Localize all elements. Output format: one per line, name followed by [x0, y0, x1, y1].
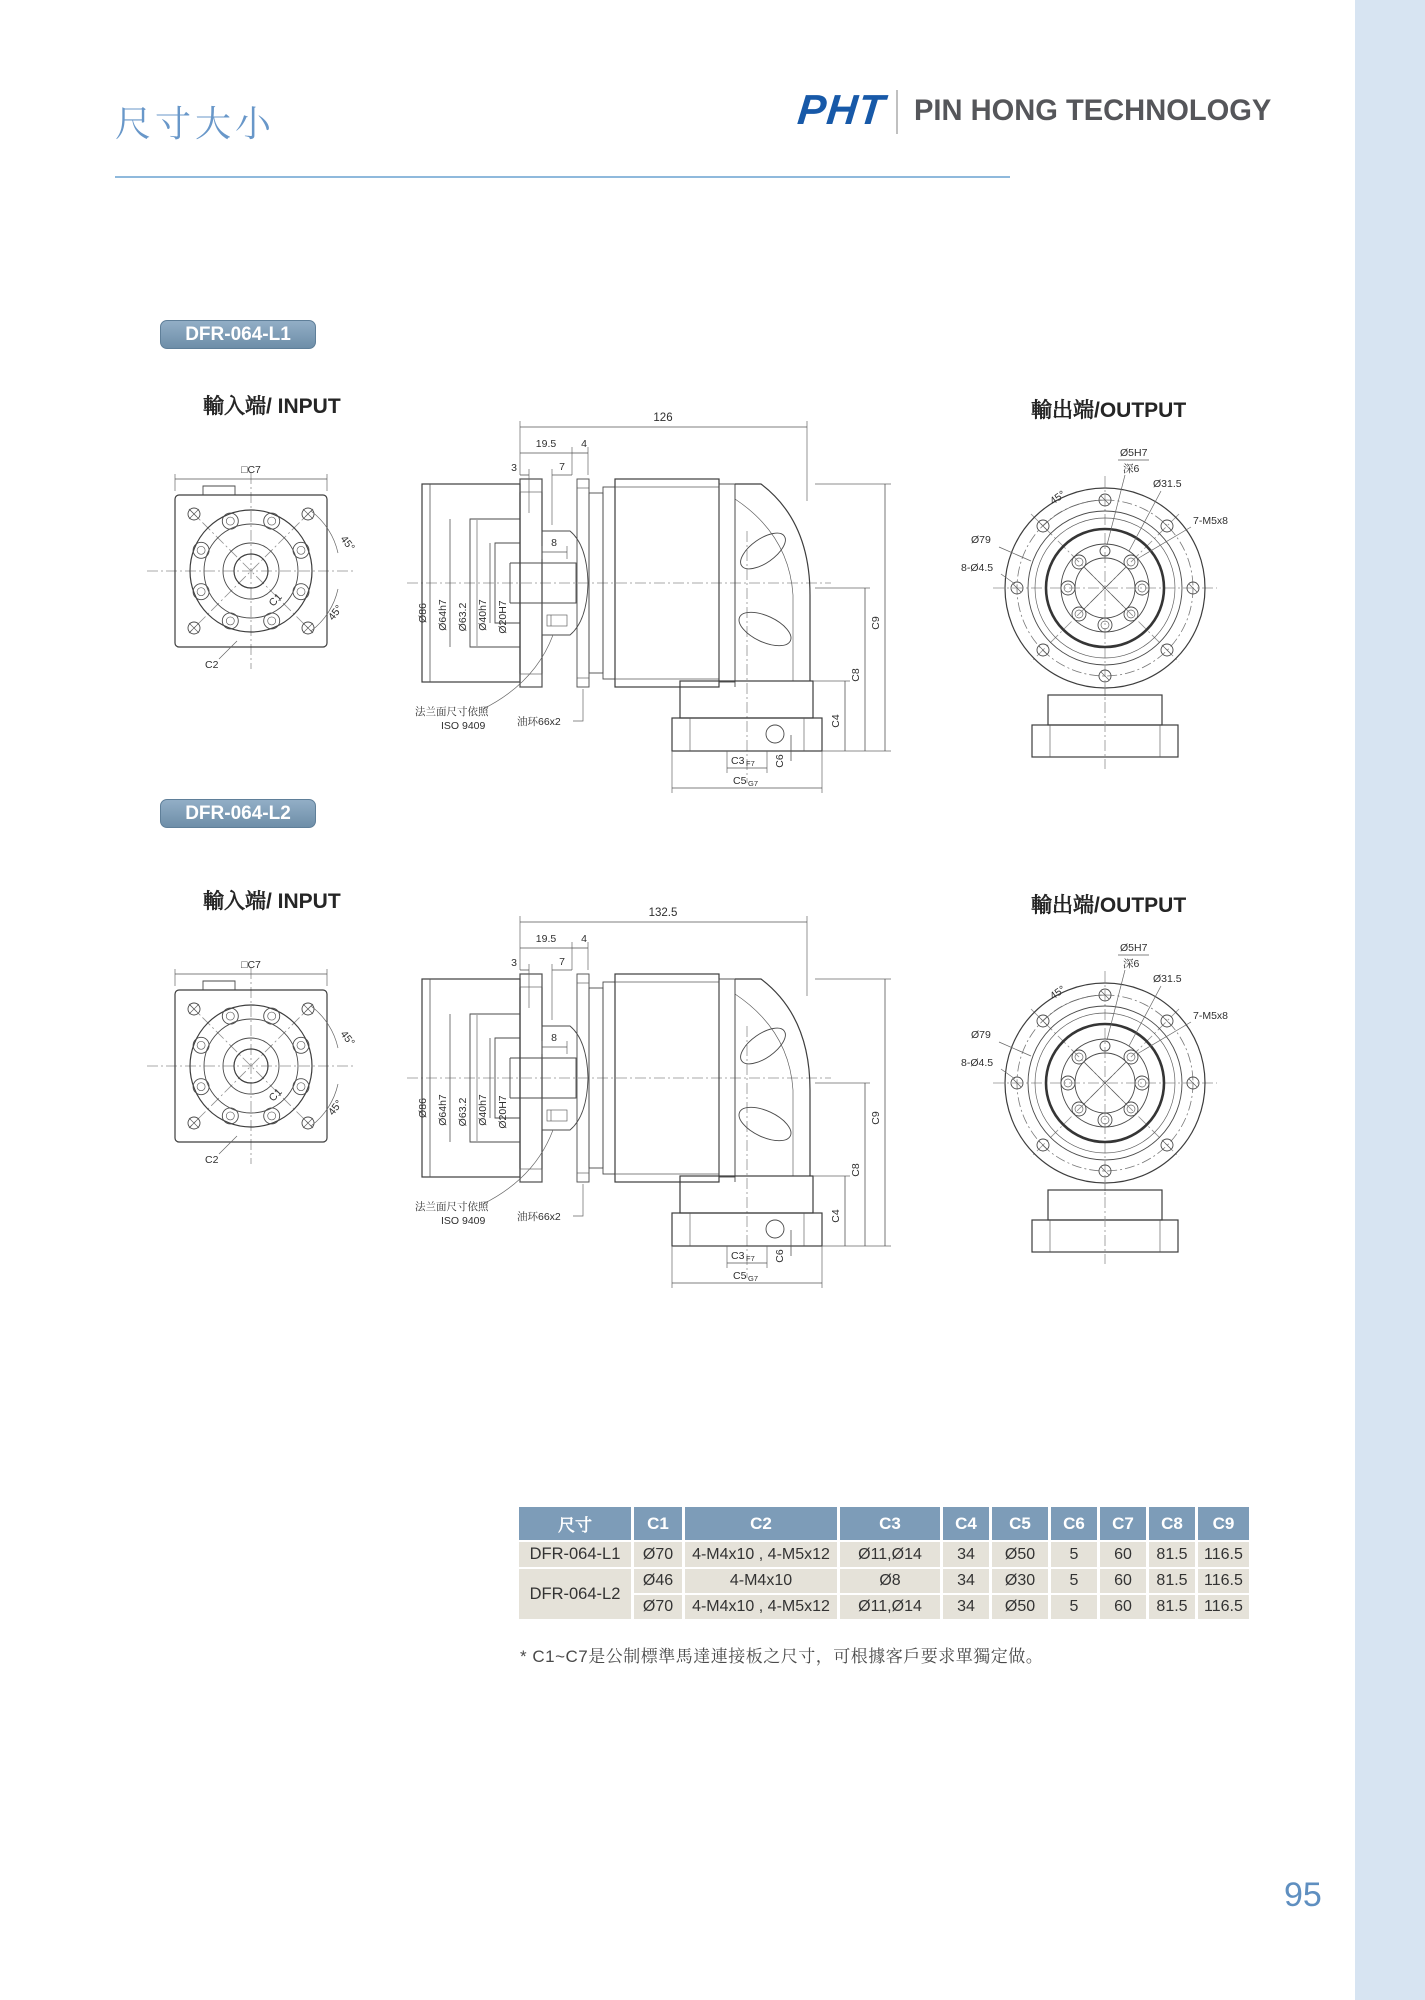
cell-c8: 81.5	[1149, 1569, 1195, 1593]
len8-label: 8	[551, 1032, 557, 1044]
len19-label: 19.5	[535, 933, 557, 945]
c4-label: C4	[830, 714, 842, 728]
cell-c5: Ø50	[992, 1542, 1048, 1567]
c8-label: C8	[850, 1163, 862, 1177]
total-length-label: 126	[653, 412, 673, 424]
d40-label: Ø40h7	[477, 1094, 489, 1126]
flange-note-line2: ISO 9409	[441, 720, 486, 732]
c9-label: C9	[870, 1111, 882, 1125]
output-view-title: 輸出端/OUTPUT	[1031, 399, 1187, 422]
cell-c6: 5	[1051, 1569, 1097, 1593]
cell-c5: Ø30	[992, 1569, 1048, 1593]
d86-label: Ø86	[417, 1098, 429, 1118]
col-header-c5: C5	[992, 1507, 1048, 1540]
table-row	[519, 1569, 1249, 1593]
len8-label: 8	[551, 537, 557, 549]
output-face-view	[961, 447, 1228, 769]
model-cell: DFR-064-L1	[519, 1542, 631, 1567]
pht-logo: PHT	[795, 86, 888, 133]
angle-label: 45°	[1047, 983, 1068, 1003]
len7-label: 7	[559, 956, 565, 968]
flange-note-line1: 法兰面尺寸依照	[415, 706, 489, 718]
d79-label: Ø79	[971, 1029, 991, 1041]
c9-label: C9	[870, 616, 882, 630]
d64-label: Ø64h7	[437, 599, 449, 631]
col-header-size: 尺寸	[519, 1507, 631, 1540]
angle-label: 45°	[337, 533, 357, 554]
cell-c7: 60	[1100, 1542, 1146, 1567]
side-section-view	[407, 412, 891, 793]
oil-ring-label: 油环66x2	[517, 716, 561, 728]
d64-label: Ø64h7	[437, 1094, 449, 1126]
len4-label: 4	[581, 438, 587, 450]
cell-c6: 5	[1051, 1595, 1097, 1619]
c5-label: C5	[733, 1270, 747, 1282]
cell-c5: Ø50	[992, 1595, 1048, 1619]
square-dim-label: □C7	[241, 464, 261, 476]
company-name: PIN HONG TECHNOLOGY	[914, 94, 1272, 127]
col-header-c1: C1	[634, 1507, 682, 1540]
angle-label: 45°	[325, 602, 346, 623]
d86-label: Ø86	[417, 603, 429, 623]
c8-label: C8	[850, 668, 862, 682]
c2-label: C2	[205, 659, 219, 671]
model-badge-dfr-064-l1: DFR-064-L1	[160, 320, 316, 349]
pin-depth-label: 深6	[1123, 958, 1140, 970]
dimensions-table	[516, 1505, 1252, 1621]
table-header-row	[519, 1507, 1249, 1540]
cell-c9: 116.5	[1198, 1542, 1249, 1567]
cell-c3: Ø11,Ø14	[840, 1542, 940, 1567]
tap7-label: 7-M5x8	[1193, 515, 1229, 527]
c5-label: C5	[733, 775, 747, 787]
d63-label: Ø63.2	[457, 602, 469, 632]
len7-label: 7	[559, 461, 565, 473]
output-view-title: 輸出端/OUTPUT	[1031, 894, 1187, 917]
c2-label: C2	[205, 1154, 219, 1166]
output-face-view	[961, 942, 1228, 1264]
c5-tol-label: G7	[748, 779, 759, 788]
col-header-c6: C6	[1051, 1507, 1097, 1540]
cell-c6: 5	[1051, 1542, 1097, 1567]
col-header-c8: C8	[1149, 1507, 1195, 1540]
cell-c3: Ø8	[840, 1569, 940, 1593]
col-header-c4: C4	[943, 1507, 989, 1540]
cell-c1: Ø70	[634, 1542, 682, 1567]
holes8-label: 8-Ø4.5	[961, 1057, 994, 1069]
c1-label: C1	[266, 591, 285, 610]
cell-c3: Ø11,Ø14	[840, 1595, 940, 1619]
len19-label: 19.5	[535, 438, 557, 450]
len3-label: 3	[511, 957, 517, 969]
col-header-c2: C2	[685, 1507, 837, 1540]
len3-label: 3	[511, 462, 517, 474]
header-rule	[115, 176, 1010, 178]
total-length-label: 132.5	[648, 907, 678, 919]
drawing-dfr-064-l1	[115, 383, 1255, 823]
d20-label: Ø20H7	[497, 600, 509, 634]
angle-label: 45°	[1047, 488, 1068, 508]
square-dim-label: □C7	[241, 959, 261, 971]
len4-label: 4	[581, 933, 587, 945]
cell-c1: Ø46	[634, 1569, 682, 1593]
cell-c1: Ø70	[634, 1595, 682, 1619]
c4-label: C4	[830, 1209, 842, 1223]
flange-note-line2: ISO 9409	[441, 1215, 486, 1227]
side-section-view	[407, 907, 891, 1288]
cell-c4: 34	[943, 1595, 989, 1619]
input-front-view	[147, 464, 357, 671]
input-view-title: 輸入端/ INPUT	[203, 890, 341, 913]
col-header-c3: C3	[840, 1507, 940, 1540]
model-cell: DFR-064-L2	[519, 1569, 631, 1619]
cell-c4: 34	[943, 1569, 989, 1593]
cell-c2: 4-M4x10 , 4-M5x12	[685, 1595, 837, 1619]
cell-c2: 4-M4x10	[685, 1569, 837, 1593]
pin-dia-label: Ø5H7	[1120, 447, 1148, 459]
c5-tol-label: G7	[748, 1274, 759, 1283]
pin-depth-label: 深6	[1123, 463, 1140, 475]
cell-c9: 116.5	[1198, 1595, 1249, 1619]
d40-label: Ø40h7	[477, 599, 489, 631]
page-margin-strip	[1355, 0, 1425, 2000]
c6-label: C6	[774, 1249, 786, 1263]
col-header-c7: C7	[1100, 1507, 1146, 1540]
oil-ring-label: 油环66x2	[517, 1211, 561, 1223]
cell-c8: 81.5	[1149, 1595, 1195, 1619]
cell-c4: 34	[943, 1542, 989, 1567]
cell-c8: 81.5	[1149, 1542, 1195, 1567]
c3-tol-label: F7	[746, 759, 755, 768]
angle-label: 45°	[325, 1097, 346, 1118]
c3-label: C3	[731, 1250, 745, 1262]
flange-note-line1: 法兰面尺寸依照	[415, 1201, 489, 1213]
table-row	[519, 1542, 1249, 1567]
cell-c2: 4-M4x10 , 4-M5x12	[685, 1542, 837, 1567]
d315-label: Ø31.5	[1153, 478, 1182, 490]
drawing-dfr-064-l2	[115, 878, 1255, 1318]
angle-label: 45°	[337, 1028, 357, 1049]
input-view-title: 輸入端/ INPUT	[203, 395, 341, 418]
c1-label: C1	[266, 1086, 285, 1105]
d79-label: Ø79	[971, 534, 991, 546]
page-title: 尺寸大小	[115, 103, 276, 144]
tap7-label: 7-M5x8	[1193, 1010, 1229, 1022]
c3-tol-label: F7	[746, 1254, 755, 1263]
d63-label: Ø63.2	[457, 1097, 469, 1127]
table-footnote: * C1~C7是公制標準馬達連接板之尺寸，可根據客戶要求單獨定做。	[520, 1647, 1044, 1666]
input-front-view	[147, 959, 357, 1166]
pin-dia-label: Ø5H7	[1120, 942, 1148, 954]
page-number: 95	[1284, 1876, 1322, 1914]
model-badge-dfr-064-l2: DFR-064-L2	[160, 799, 316, 828]
c6-label: C6	[774, 754, 786, 768]
c3-label: C3	[731, 755, 745, 767]
d20-label: Ø20H7	[497, 1095, 509, 1129]
col-header-c9: C9	[1198, 1507, 1249, 1540]
holes8-label: 8-Ø4.5	[961, 562, 994, 574]
cell-c7: 60	[1100, 1569, 1146, 1593]
cell-c9: 116.5	[1198, 1569, 1249, 1593]
d315-label: Ø31.5	[1153, 973, 1182, 985]
cell-c7: 60	[1100, 1595, 1146, 1619]
logo-divider	[896, 90, 898, 134]
